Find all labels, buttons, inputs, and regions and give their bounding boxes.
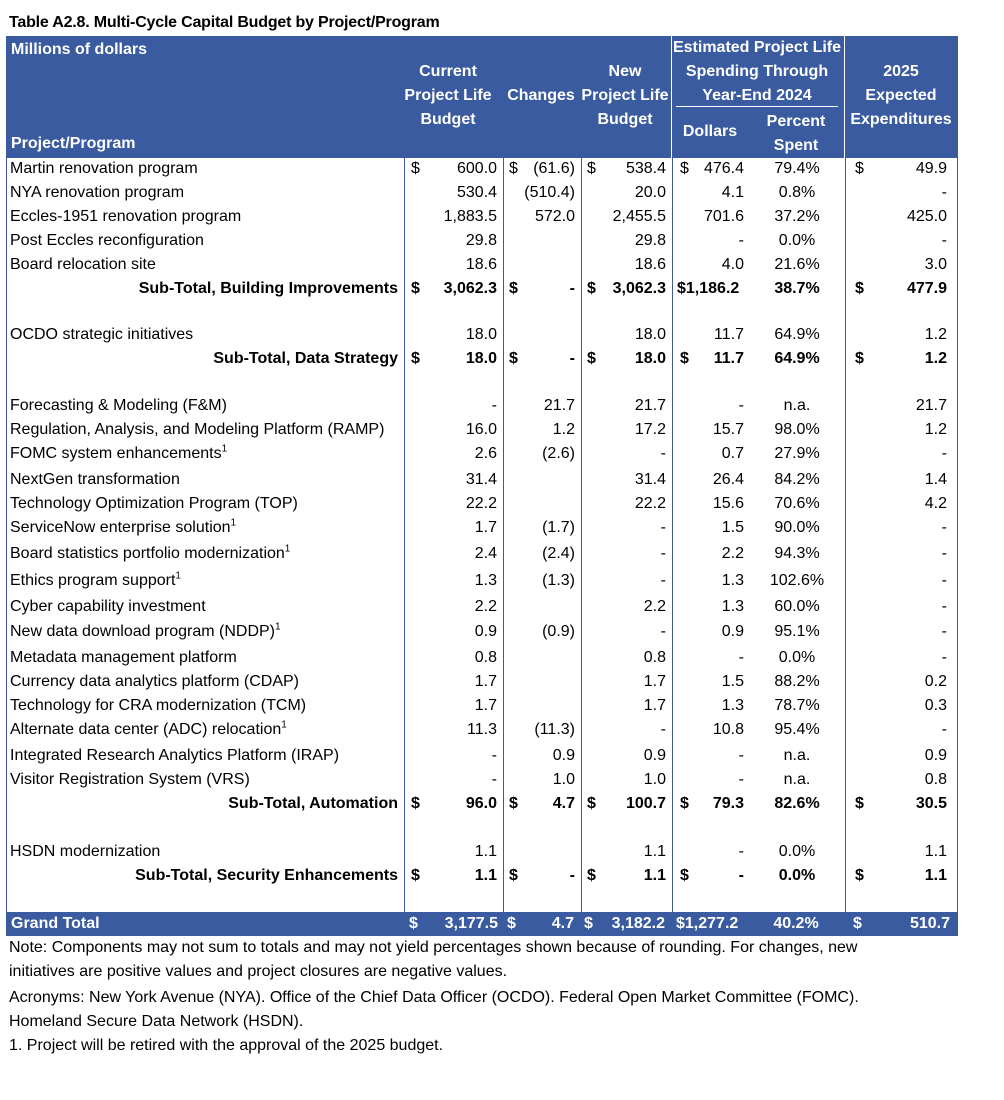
new-budget-value: 1.0 [643, 771, 666, 788]
current-budget-value: 1.1 [474, 843, 497, 860]
subtotal-label [139, 279, 398, 299]
dollar-sign: $ [855, 795, 864, 812]
footnote-marker: 1 [221, 443, 228, 455]
dollar-sign: $ [855, 350, 864, 367]
new-budget-value: 3,062.3 [612, 280, 666, 297]
changes-value: - [569, 350, 575, 367]
project-name-text: Alternate data center (ADC) relocation [10, 721, 282, 738]
dollar-sign: $ [587, 280, 596, 297]
footnote-marker: 1 [281, 719, 287, 731]
dollar-sign: $ [680, 160, 689, 177]
dollar-sign: $ [855, 867, 864, 884]
current-budget-value: - [491, 771, 497, 788]
expected-expenditures-value: - [941, 572, 947, 589]
current-budget-value: 0.9 [474, 623, 497, 640]
spent-dollars-value: 15.6 [712, 495, 744, 512]
grand-total-dollars: $1,277.2 [676, 915, 739, 932]
units-label: Millions of dollars [11, 41, 148, 58]
current-budget-value: - [491, 397, 497, 414]
note-line-5: 1. Project will be retired with the approval of the 2025 budget. [9, 1037, 444, 1054]
expected-expenditures-value: 0.2 [924, 673, 947, 690]
current-budget-value: 18.0 [465, 326, 497, 343]
spent-dollars-value: - [738, 843, 744, 860]
percent-spent-value: 95.1% [774, 623, 820, 640]
project-name [10, 518, 236, 538]
spent-dollars-value: - [738, 397, 744, 414]
expected-expenditures-value: 1.2 [924, 421, 947, 438]
new-budget-header: New Project Life Budget [581, 63, 669, 128]
spent-dollars-value: 0.7 [721, 445, 744, 462]
project-name-text: Forecasting & Modeling (F&M) [10, 397, 227, 414]
percent-spent-value: 64.9% [774, 350, 820, 367]
percent-spent-value: 60.0% [774, 598, 820, 615]
expected-expenditures-value: 0.3 [924, 697, 947, 714]
spent-dollars-value: 79.3 [712, 795, 744, 812]
expected-expenditures-value: - [941, 545, 947, 562]
percent-spent-value: 79.4% [774, 160, 820, 177]
project-name-text: HSDN modernization [10, 843, 161, 860]
project-name [10, 494, 298, 514]
spent-dollars-value: 4.1 [721, 184, 744, 201]
spent-dollars-value: 11.7 [714, 326, 744, 343]
percent-spent-value: 95.4% [774, 721, 820, 738]
table-title: Table A2.8. Multi-Cycle Capital Budget by Project/Program [9, 14, 440, 31]
percent-spent-value: 98.0% [774, 421, 820, 438]
dollar-sign: $ [411, 350, 420, 367]
expected-expenditures-value: 1.2 [924, 350, 947, 367]
new-budget-value: 0.8 [643, 649, 666, 666]
expected-expenditures-value: 1.4 [924, 471, 947, 488]
percent-spent-value: 78.7% [774, 697, 820, 714]
dollar-sign: $ [587, 867, 596, 884]
project-name [10, 696, 306, 716]
project-name-text: ServiceNow enterprise solution [10, 519, 231, 536]
new-budget-value: 20.0 [634, 184, 666, 201]
table-body [6, 158, 958, 912]
project-name-text: Sub-Total, Data Strategy [213, 350, 398, 367]
project-name-text: Sub-Total, Security Enhancements [135, 867, 398, 884]
changes-value: (2.4) [542, 545, 575, 562]
expected-expenditures-value: 425.0 [906, 208, 947, 225]
table-header [6, 36, 958, 158]
current-budget-value: 29.8 [465, 232, 497, 249]
new-budget-value: - [660, 519, 666, 536]
current-budget-value: 0.8 [474, 649, 497, 666]
project-name [10, 571, 181, 591]
expected-expenditures-value: - [941, 649, 947, 666]
project-name-text: Technology for CRA modernization (TCM) [10, 697, 307, 714]
project-name [10, 255, 156, 275]
changes-value: (11.3) [534, 721, 575, 738]
new-budget-value: 18.0 [634, 350, 666, 367]
new-budget-value: 538.4 [625, 160, 666, 177]
changes-value: (0.9) [542, 623, 575, 640]
grand-total-changes: 4.7 [551, 915, 574, 932]
current-budget-value: 96.0 [465, 795, 497, 812]
spent-dollars-value: 26.4 [712, 471, 744, 488]
project-name [10, 672, 299, 692]
project-name [10, 770, 250, 790]
subtotal-label [135, 866, 398, 886]
changes-value: (2.6) [542, 445, 575, 462]
current-budget-value: 1.7 [474, 673, 497, 690]
new-budget-value: 2.2 [643, 598, 666, 615]
spent-dollars-value: 1.3 [721, 697, 744, 714]
footnote-marker: 1 [175, 570, 181, 582]
project-name-text: OCDO strategic initiatives [10, 326, 194, 343]
spent-dollars-value: - [738, 867, 744, 884]
dollar-sign: $ [855, 160, 864, 177]
subtotal-label [228, 794, 398, 814]
current-budget-value: 31.4 [465, 471, 497, 488]
new-budget-value: - [660, 445, 666, 462]
new-budget-value: 21.7 [634, 397, 666, 414]
expected-expenditures-value: 477.9 [906, 280, 947, 297]
percent-spent-value: n.a. [783, 771, 811, 788]
current-budget-value: 1,883.5 [443, 208, 497, 225]
dollar-sign: $ [680, 350, 689, 367]
changes-value: 1.2 [552, 421, 575, 438]
project-name [10, 842, 160, 862]
percent-spent-value: 0.8% [778, 184, 816, 201]
changes-value: (510.4) [524, 184, 575, 201]
project-name-text: Ethics program support [10, 572, 176, 589]
current-budget-value: 600.0 [456, 160, 497, 177]
spent-dollars-value: 0.9 [721, 623, 744, 640]
spent-dollars-value: 10.8 [712, 721, 744, 738]
subtotal-label [213, 349, 398, 369]
expected-expenditures-value: - [941, 721, 947, 738]
project-name-text: Eccles-1951 renovation program [10, 208, 242, 225]
new-budget-value: 22.2 [634, 495, 666, 512]
current-budget-value: 1.3 [474, 572, 497, 589]
project-name [10, 159, 198, 179]
expected-expenditures-value: - [941, 598, 947, 615]
expected-expenditures-value: 1.1 [924, 867, 947, 884]
note-line-2: initiatives are positive values and project closures are negative values. [9, 963, 508, 980]
spent-dollars-value: 1.3 [721, 598, 744, 615]
spent-dollars-value: 476.4 [703, 160, 744, 177]
spent-dollars-value: 1.3 [721, 572, 744, 589]
changes-value: - [569, 867, 575, 884]
spent-dollars-value: - [738, 771, 744, 788]
current-budget-value: 530.4 [456, 184, 497, 201]
changes-value: (61.6) [533, 160, 575, 177]
spent-dollars-value: 11.7 [713, 350, 744, 367]
changes-value: 1.0 [552, 771, 575, 788]
grand-total-dollar-5: $ [853, 915, 862, 932]
current-budget-value: 22.2 [465, 495, 497, 512]
dollar-sign: $ [509, 280, 518, 297]
grand-total-label: Grand Total [11, 915, 100, 932]
expected-expenditures-value: - [941, 445, 947, 462]
new-budget-value: 31.4 [634, 471, 666, 488]
spent-dollars-value: 701.6 [703, 208, 744, 225]
footnote-marker: 1 [230, 517, 237, 529]
project-name-text: Cyber capability investment [10, 598, 206, 615]
project-name-text: NYA renovation program [10, 184, 185, 201]
expected-expenditures-value: 30.5 [915, 795, 947, 812]
footnote-marker: 1 [275, 621, 281, 633]
dollar-sign: $ [680, 867, 689, 884]
percent-spent-value: 21.6% [774, 256, 820, 273]
grand-total-new: 3,182.2 [611, 915, 665, 932]
project-name [10, 622, 281, 642]
grand-total-current: 3,177.5 [444, 915, 498, 932]
dollar-sign: $ [509, 795, 518, 812]
new-budget-value: - [660, 545, 666, 562]
project-name [10, 544, 290, 564]
percent-spent-value: 88.2% [774, 673, 820, 690]
new-budget-value: 29.8 [634, 232, 666, 249]
project-name [10, 420, 384, 440]
expected-expenditures-value: 49.9 [915, 160, 947, 177]
project-name-text: FOMC system enhancements [10, 445, 222, 462]
dollar-sign: $ [587, 350, 596, 367]
project-name-text: Post Eccles reconfiguration [10, 232, 204, 249]
new-budget-value: 0.9 [643, 747, 666, 764]
spent-dollars-value: - [738, 649, 744, 666]
expected-expenditures-header: 2025 Expected Expenditures [850, 63, 952, 128]
new-budget-value: 1.7 [643, 673, 666, 690]
project-name-text: Sub-Total, Automation [228, 795, 398, 812]
dollar-sign: $ [509, 160, 518, 177]
current-budget-value: - [491, 747, 497, 764]
project-name [10, 325, 193, 345]
percent-spent-value: 0.0% [778, 232, 816, 249]
new-budget-value: 18.0 [634, 326, 666, 343]
dollar-sign: $ [411, 160, 420, 177]
new-budget-value: 100.7 [625, 795, 666, 812]
dollar-sign: $ [587, 160, 596, 177]
dollar-sign: $ [411, 280, 420, 297]
current-budget-value: 1.7 [474, 519, 497, 536]
grand-total-dollar-2: $ [507, 915, 516, 932]
project-name-text: Board relocation site [10, 256, 156, 273]
project-name-text: Integrated Research Analytics Platform (IRAP) [10, 747, 340, 764]
project-name [10, 470, 180, 490]
changes-value: 21.7 [543, 397, 575, 414]
project-name-text: Board statistics portfolio modernization [10, 545, 285, 562]
project-name-text: Sub-Total, Building Improvements [138, 280, 398, 297]
project-name [10, 183, 184, 203]
spent-dollars-value: - [738, 232, 744, 249]
changes-value: 0.9 [552, 747, 575, 764]
changes-value: (1.3) [542, 572, 575, 589]
expected-expenditures-value: 4.2 [924, 495, 947, 512]
dollar-sign: $ [509, 867, 518, 884]
current-budget-value: 2.6 [474, 445, 497, 462]
project-name [10, 444, 227, 464]
project-name-text: Metadata management platform [10, 649, 237, 666]
project-name-text: Regulation, Analysis, and Modeling Platform (RAMP) [10, 421, 385, 438]
current-budget-value: 18.0 [465, 350, 497, 367]
new-budget-value: 1.7 [643, 697, 666, 714]
spent-dollars-value: 15.7 [712, 421, 744, 438]
expected-expenditures-value: 1.2 [924, 326, 947, 343]
dollar-sign: $ [509, 350, 518, 367]
current-budget-value: 1.1 [474, 867, 497, 884]
grand-total-expected: 510.7 [909, 915, 950, 932]
expected-expenditures-value: 21.7 [915, 397, 947, 414]
percent-spent-value: 94.3% [774, 545, 820, 562]
new-budget-value: 18.6 [634, 256, 666, 273]
percent-spent-header: Percent Spent [766, 113, 826, 154]
new-budget-value: - [660, 572, 666, 589]
current-budget-value: 18.6 [465, 256, 497, 273]
spent-dollars-value: 1.5 [721, 519, 744, 536]
expected-expenditures-value: 0.8 [924, 771, 947, 788]
footnote-marker: 1 [284, 543, 291, 555]
dollar-sign: $ [587, 795, 596, 812]
spent-dollars-value: - [738, 747, 744, 764]
project-name [10, 648, 237, 668]
grand-total-dollar-1: $ [409, 915, 418, 932]
percent-spent-value: n.a. [783, 397, 811, 414]
changes-value: (1.7) [542, 519, 575, 536]
project-name [10, 396, 227, 416]
expected-expenditures-value: 0.9 [924, 747, 947, 764]
spent-dollars-value: 2.2 [721, 545, 744, 562]
project-name-text: Visitor Registration System (VRS) [10, 771, 250, 788]
note-line-1: Note: Components may not sum to totals and may not yield percentages shown because of rounding. For changes, new [9, 939, 858, 956]
dollar-sign: $ [411, 867, 420, 884]
project-name-text: Martin renovation program [10, 160, 198, 177]
new-budget-value: 17.2 [634, 421, 666, 438]
percent-spent-value: n.a. [783, 747, 811, 764]
spent-dollars-value: $1,186.2 [677, 280, 740, 297]
expected-expenditures-value: - [941, 623, 947, 640]
spent-dollars-value: 1.5 [721, 673, 744, 690]
estimated-spending-header: Estimated Project Life Spending Through Year-End 2024 [672, 39, 842, 104]
current-budget-header: Current Project Life Budget [404, 63, 492, 128]
expected-expenditures-value: - [941, 232, 947, 249]
new-budget-value: 2,455.5 [612, 208, 666, 225]
expected-expenditures-value: 3.0 [924, 256, 947, 273]
project-name-text: NextGen transformation [10, 471, 180, 488]
dollar-sign: $ [680, 795, 689, 812]
current-budget-value: 3,062.3 [443, 280, 497, 297]
changes-value: 4.7 [552, 795, 575, 812]
current-budget-value: 2.2 [474, 598, 497, 615]
project-name [10, 207, 241, 227]
current-budget-value: 1.7 [474, 697, 497, 714]
changes-value: 572.0 [534, 208, 575, 225]
percent-spent-value: 82.6% [774, 795, 820, 812]
new-budget-value: 1.1 [643, 843, 666, 860]
dollars-header: Dollars [682, 123, 738, 140]
dollar-sign: $ [411, 795, 420, 812]
changes-header: Changes [507, 87, 575, 104]
percent-spent-value: 37.2% [774, 208, 820, 225]
project-name-text: New data download program (NDDP) [10, 623, 275, 640]
project-name [10, 231, 204, 251]
percent-spent-value: 38.7% [774, 280, 820, 297]
current-budget-value: 11.3 [467, 721, 497, 738]
percent-spent-value: 64.9% [774, 326, 820, 343]
project-name-text: Technology Optimization Program (TOP) [10, 495, 298, 512]
percent-spent-value: 84.2% [774, 471, 820, 488]
grand-total-percent: 40.2% [773, 915, 819, 932]
current-budget-value: 16.0 [465, 421, 497, 438]
dollar-sign: $ [855, 280, 864, 297]
expected-expenditures-value: - [941, 519, 947, 536]
project-name [10, 720, 287, 740]
expected-expenditures-value: - [941, 184, 947, 201]
expected-expenditures-value: 1.1 [924, 843, 947, 860]
new-budget-value: 1.1 [643, 867, 666, 884]
project-name [10, 746, 339, 766]
new-budget-value: - [660, 721, 666, 738]
project-name-text: Currency data analytics platform (CDAP) [10, 673, 299, 690]
percent-spent-value: 0.0% [778, 843, 816, 860]
current-budget-value: 2.4 [474, 545, 497, 562]
new-budget-value: - [660, 623, 666, 640]
grand-total-row [6, 912, 958, 936]
changes-value: - [569, 280, 575, 297]
percent-spent-value: 27.9% [774, 445, 820, 462]
percent-spent-value: 70.6% [774, 495, 820, 512]
percent-spent-value: 90.0% [774, 519, 820, 536]
percent-spent-value: 0.0% [778, 649, 816, 666]
spent-dollars-value: 4.0 [721, 256, 744, 273]
project-name [10, 597, 206, 617]
note-line-4: Homeland Secure Data Network (HSDN). [9, 1013, 304, 1030]
percent-spent-value: 102.6% [769, 572, 825, 589]
project-column-header: Project/Program [11, 135, 136, 152]
grand-total-dollar-3: $ [584, 915, 593, 932]
percent-spent-value: 0.0% [778, 867, 816, 884]
note-line-3: Acronyms: New York Avenue (NYA). Office of the Chief Data Officer (OCDO). Federal Open Market Committee (FOMC). [9, 989, 859, 1006]
